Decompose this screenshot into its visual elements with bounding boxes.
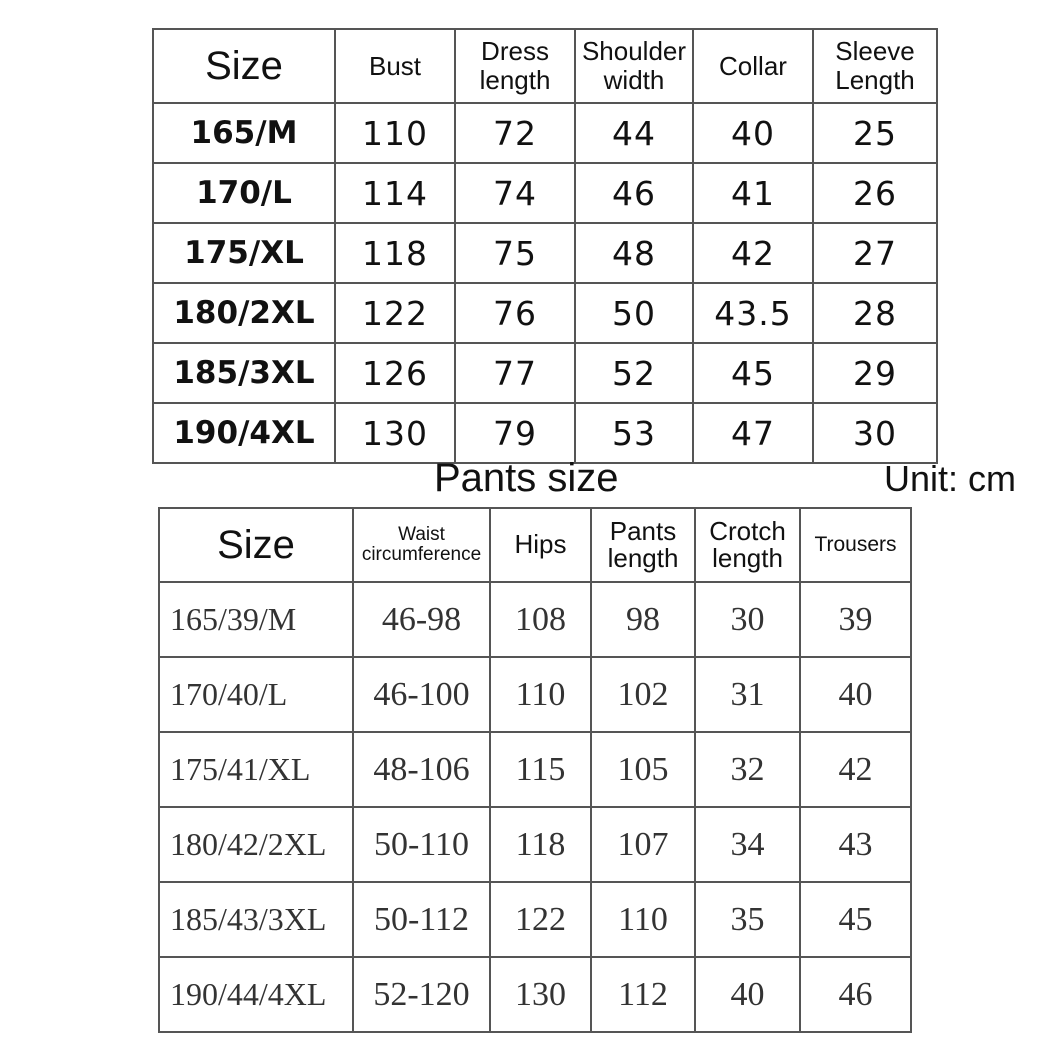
table-row	[159, 957, 911, 1032]
value-cell: 102	[591, 657, 695, 732]
size-cell: 170/40/L	[159, 657, 353, 732]
table-row	[153, 223, 937, 283]
value-cell: 40	[693, 103, 813, 163]
size-cell: 165/M	[153, 103, 335, 163]
value-cell: 26	[813, 163, 937, 223]
value-cell: 108	[490, 582, 591, 657]
value-cell: 42	[693, 223, 813, 283]
value-cell: 30	[813, 403, 937, 463]
value-cell: 34	[695, 807, 800, 882]
value-cell: 30	[695, 582, 800, 657]
value-cell: 110	[335, 103, 455, 163]
header-size: Size	[159, 508, 353, 582]
value-cell: 45	[800, 882, 911, 957]
table-row	[159, 807, 911, 882]
value-cell: 115	[490, 732, 591, 807]
value-cell: 77	[455, 343, 575, 403]
value-cell: 74	[455, 163, 575, 223]
value-cell: 40	[800, 657, 911, 732]
value-cell: 105	[591, 732, 695, 807]
table-row	[153, 163, 937, 223]
header-dress-length: Dress length	[455, 29, 575, 103]
value-cell: 44	[575, 103, 693, 163]
value-cell: 52	[575, 343, 693, 403]
header-hips: Hips	[490, 508, 591, 582]
value-cell: 43	[800, 807, 911, 882]
value-cell: 46-98	[353, 582, 490, 657]
value-cell: 46	[800, 957, 911, 1032]
value-cell: 41	[693, 163, 813, 223]
header-size: Size	[153, 29, 335, 103]
value-cell: 112	[591, 957, 695, 1032]
size-cell: 175/41/XL	[159, 732, 353, 807]
value-cell: 39	[800, 582, 911, 657]
header-crotch-length: Crotch length	[695, 508, 800, 582]
value-cell: 107	[591, 807, 695, 882]
value-cell: 122	[490, 882, 591, 957]
value-cell: 42	[800, 732, 911, 807]
size-cell: 180/42/2XL	[159, 807, 353, 882]
value-cell: 118	[490, 807, 591, 882]
value-cell: 48	[575, 223, 693, 283]
size-cell: 165/39/M	[159, 582, 353, 657]
value-cell: 79	[455, 403, 575, 463]
table-header-row	[153, 29, 937, 103]
pants-size-table	[158, 507, 912, 1033]
value-cell: 50-112	[353, 882, 490, 957]
table-row	[153, 283, 937, 343]
value-cell: 29	[813, 343, 937, 403]
value-cell: 130	[490, 957, 591, 1032]
value-cell: 40	[695, 957, 800, 1032]
value-cell: 45	[693, 343, 813, 403]
header-trousers: Trousers	[800, 508, 911, 582]
header-pants-length: Pants length	[591, 508, 695, 582]
value-cell: 47	[693, 403, 813, 463]
value-cell: 118	[335, 223, 455, 283]
value-cell: 35	[695, 882, 800, 957]
table-row	[159, 882, 911, 957]
unit-label: Unit: cm	[884, 458, 1017, 499]
value-cell: 27	[813, 223, 937, 283]
header-collar: Collar	[693, 29, 813, 103]
value-cell: 50	[575, 283, 693, 343]
size-cell: 175/XL	[153, 223, 335, 283]
value-cell: 32	[695, 732, 800, 807]
value-cell: 75	[455, 223, 575, 283]
value-cell: 43.5	[693, 283, 813, 343]
value-cell: 28	[813, 283, 937, 343]
value-cell: 46-100	[353, 657, 490, 732]
value-cell: 98	[591, 582, 695, 657]
value-cell: 72	[455, 103, 575, 163]
size-cell: 190/4XL	[153, 403, 335, 463]
value-cell: 31	[695, 657, 800, 732]
value-cell: 52-120	[353, 957, 490, 1032]
value-cell: 110	[591, 882, 695, 957]
size-cell: 185/3XL	[153, 343, 335, 403]
table-row	[153, 403, 937, 463]
value-cell: 130	[335, 403, 455, 463]
value-cell: 53	[575, 403, 693, 463]
header-bust: Bust	[335, 29, 455, 103]
value-cell: 48-106	[353, 732, 490, 807]
value-cell: 110	[490, 657, 591, 732]
shirt-size-table	[152, 28, 938, 464]
value-cell: 46	[575, 163, 693, 223]
size-cell: 170/L	[153, 163, 335, 223]
header-waist-circumference: Waist circumference	[353, 508, 490, 582]
table-row	[153, 343, 937, 403]
size-cell: 190/44/4XL	[159, 957, 353, 1032]
value-cell: 126	[335, 343, 455, 403]
value-cell: 122	[335, 283, 455, 343]
table-row	[153, 103, 937, 163]
value-cell: 50-110	[353, 807, 490, 882]
header-sleeve-length: Sleeve Length	[813, 29, 937, 103]
value-cell: 25	[813, 103, 937, 163]
value-cell: 114	[335, 163, 455, 223]
pants-size-title: Pants size	[434, 456, 619, 500]
table-row	[159, 657, 911, 732]
table-header-row	[159, 508, 911, 582]
table-row	[159, 582, 911, 657]
size-cell: 180/2XL	[153, 283, 335, 343]
value-cell: 76	[455, 283, 575, 343]
size-cell: 185/43/3XL	[159, 882, 353, 957]
header-shoulder-width: Shoulder width	[575, 29, 693, 103]
table-row	[159, 732, 911, 807]
